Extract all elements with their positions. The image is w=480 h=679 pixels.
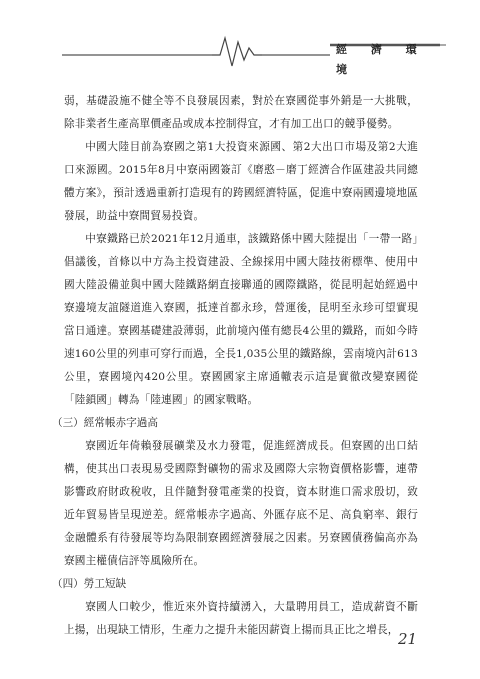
- paragraph: 弱，基礎設施不健全等不良發展因素，對於在寮國從事外銷是一大挑戰，除非業者生產高單價產品或成本控制得宜，才有加工出口的競爭優勢。: [64, 95, 418, 130]
- paragraph: 寮國近年倚賴發展礦業及水力發電，促進經濟成長。但寮國的出口結構，使其出口表現易受國際對礦物的需求及國際大宗物資價格影響，連帶影響政府財政稅收，且伴隨對發電產業的投資，資本財進口需求殷切，致近年貿易皆呈現逆差。經常帳赤字過高、外匯存底不足、高負窮率、銀行金融體系有待發展等均為限制寮國經濟發展之因素。另寮國債務偏高亦為寮國主權債信評等風險所在。: [64, 440, 418, 567]
- page-header: [0, 0, 480, 76]
- paragraph: 寮國人口較少，惟近來外資持續湧入，大量聘用員工，造成薪資不斷上揚，出現缺工情形，生產力之提升未能因薪資上揚而具正比之增長，: [64, 601, 418, 636]
- paragraph: 中寮鐵路已於2021年12月通車，該鐵路係中國大陸提出「一帶一路」倡議後，首條以中方為主投資建設、全線採用中國大陸技術標準、使用中國大陸設備並與中國大陸鐵路網直接聯通的國際鐵路，從昆明起始經過中寮邊境友誼隧道進入寮國，抵達首都永珍，營運後，昆明至永珍可望實現當日通達。寮國基礎建設薄弱，此前境內僅有總長4公里的鐵路，而如今時速160公里的列車可穿行而過，全長1,035公里的鐵路線，雲南境內計613公里，寮國境內420公里。寮國國家主席通轍表示這是實徹改變寮國從「陸鎖國」轉為「陸連國」的國家戰略。: [64, 233, 418, 406]
- section-heading: （四）勞工短缺: [52, 578, 127, 590]
- page-body: [52, 90, 418, 642]
- section-label: 經 濟 環 境: [336, 43, 427, 76]
- paragraph: 中國大陸目前為寮國之第1大投資來源國、第2大出口市場及第2大進口來源國。2015年8月中寮兩國簽訂《磨憨－磨丁經濟合作區建設共同總體方案》，預計透過重新打造現有的跨國經濟特區，促進中寮兩國邊境地區發展，助益中寮間貿易投資。: [64, 141, 418, 222]
- section-heading: （三）經常帳赤字過高: [52, 417, 158, 429]
- page-number: 21: [398, 630, 418, 648]
